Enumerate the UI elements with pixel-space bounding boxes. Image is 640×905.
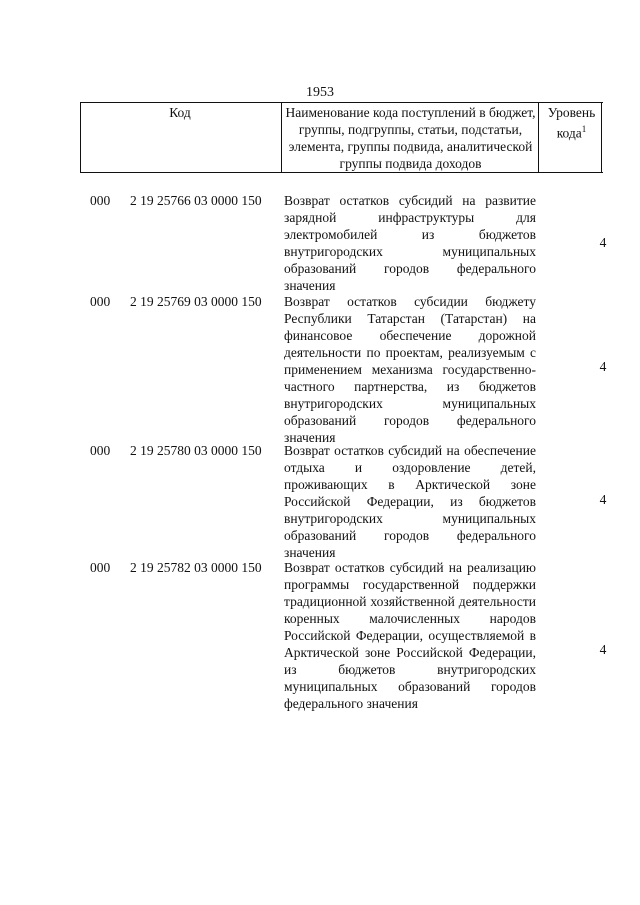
header-level <box>540 104 603 142</box>
header-divider-1 <box>281 102 282 172</box>
row-code: 2 19 25769 03 0000 150 <box>130 294 262 309</box>
row-name: Возврат остатков субсидий на реализацию программы государственной поддержки традиционной хозяйственной деятельности коренных малочисленных народов Российской Федерации, осуществляемой в Арктической зоне Российской Федерации, из бюджетов внутригородских муниципальных образований городов федерального значения <box>284 560 536 711</box>
row-level: 4 <box>599 235 607 250</box>
header-level-footnote: 1 <box>581 124 587 134</box>
row-prefix: 000 <box>90 193 111 208</box>
row-prefix: 000 <box>90 294 111 309</box>
page-number: 1953 <box>306 85 334 100</box>
header-code: Код <box>169 105 191 120</box>
row-name: Возврат остатков субсидии бюджету Республики Татарстан (Татарстан) на финансовое обеспечение дорожной деятельности по проектам, реализуемым с применением механизма государственно-частного партнерства, из бюджетов внутригородских муниципальных образований городов федерального значения <box>284 294 536 445</box>
row-level: 4 <box>599 492 607 507</box>
table-header <box>80 102 603 173</box>
row-level: 4 <box>599 642 607 657</box>
row-code: 2 19 25782 03 0000 150 <box>130 560 262 575</box>
row-code: 2 19 25766 03 0000 150 <box>130 193 262 208</box>
header-level-label: Уровень кода <box>547 105 596 141</box>
row-prefix: 000 <box>90 560 111 575</box>
row-name: Возврат остатков субсидий на развитие зарядной инфраструктуры для электромобилей из бюджетов внутригородских муниципальных образований городов федерального значения <box>284 193 536 293</box>
header-top-border <box>80 102 603 103</box>
header-divider-2 <box>538 102 539 172</box>
header-name: Наименование кода поступлений в бюджет, группы, подгруппы, статьи, подстатьи, элемента, группы подвида, аналитической группы подвида доходов <box>285 105 536 171</box>
row-level: 4 <box>599 359 607 374</box>
row-code: 2 19 25780 03 0000 150 <box>130 443 262 458</box>
row-name: Возврат остатков субсидий на обеспечение отдыха и оздоровление детей, проживающих в Арктической зоне Российской Федерации, из бюджетов внутригородских муниципальных образований городов федерального значения <box>284 443 536 560</box>
row-prefix: 000 <box>90 443 111 458</box>
